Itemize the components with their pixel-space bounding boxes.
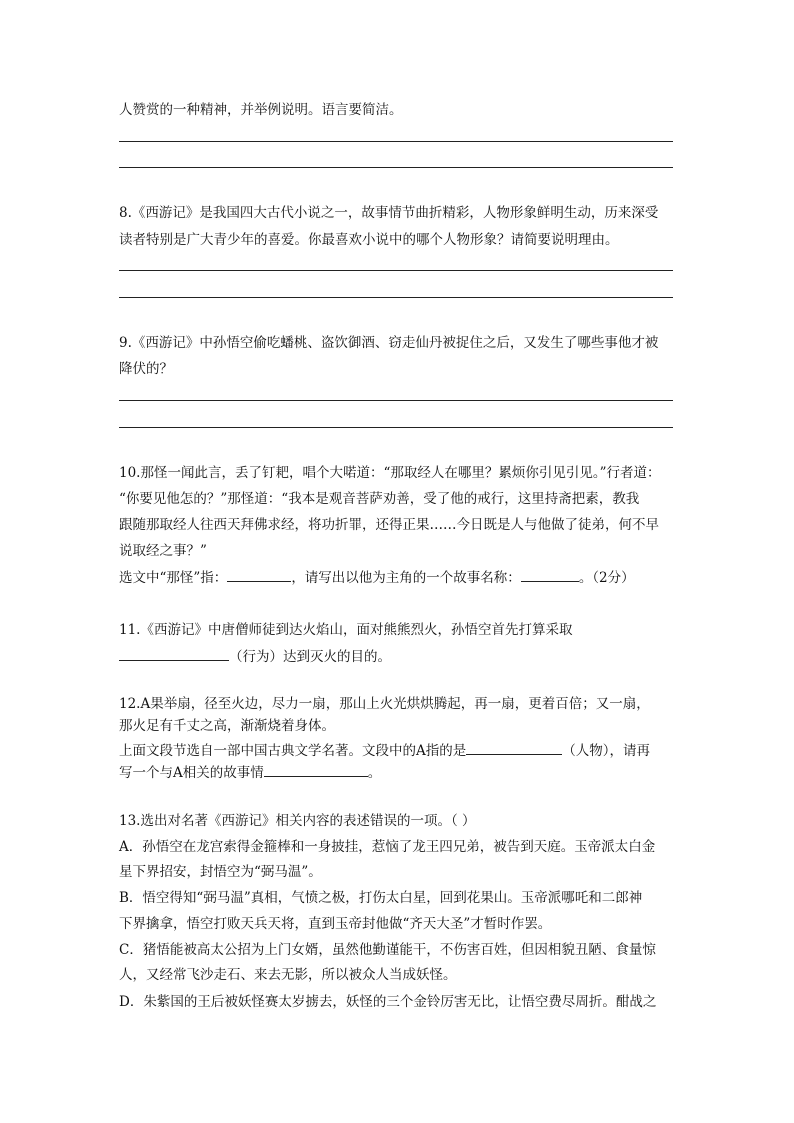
q12-text-line-2: 那火足有千丈之高，渐渐烧着身体。 — [119, 718, 335, 734]
q11-text-line-1: 11.《西游记》中唐僧师徒到达火焰山，面对熊熊烈火，孙悟空首先打算采取 — [119, 622, 573, 638]
q13-option-a-line-1[interactable]: A．孙悟空在龙宫索得金箍棒和一身披挂，惹恼了龙王四兄弟，被告到天庭。玉帝派太白金 — [119, 839, 656, 855]
q8-answer-line-1[interactable] — [119, 270, 673, 271]
q10-text-line-1: 10.那怪一闻此言，丢了钉耙，唱个大喏道：“那取经人在哪里？累烦你引见引见。”行者道： — [119, 465, 661, 481]
q10-blank-2[interactable] — [521, 567, 579, 582]
q10-text-line-4: 说取经之事？” — [119, 543, 207, 559]
q10-question-line — [119, 567, 635, 587]
q13-option-c-line-1[interactable]: C．猪悟能被高太公招为上门女婿，虽然他勤谨能干，不伤害百姓，但因相貌丑陋、食量惊 — [119, 942, 656, 958]
q7-answer-line-2[interactable] — [119, 167, 673, 168]
q8-text-line-1: 8.《西游记》是我国四大古代小说之一，故事情节曲折精彩，人物形象鲜明生动，历来深受 — [119, 205, 659, 221]
q10-text-line-3: 跟随那取经人往西天拜佛求经，将功折罪，还得正果……今日既是人与他做了徒弟，何不早 — [119, 517, 659, 533]
q10-blank-1[interactable] — [227, 567, 291, 582]
q10-question-part-b: ，请写出以他为主角的一个故事名称： — [291, 570, 521, 586]
q12-line3-part-b: （人物），请再 — [562, 743, 650, 759]
q11-blank[interactable] — [119, 646, 229, 661]
q9-text-line-1: 9.《西游记》中孙悟空偷吃蟠桃、盗饮御酒、窃走仙丹被捉住之后，又发生了哪些事他才被 — [119, 335, 659, 351]
q11-text-line-2 — [119, 646, 391, 666]
q13-option-a-line-2[interactable]: 星下界招安，封悟空为“弼马温”。 — [119, 864, 322, 880]
q11-text-tail: （行为）达到灭火的目的。 — [229, 649, 391, 665]
q13-option-b-line-1[interactable]: B．悟空得知“弼马温”真相，气愤之极，打伤太白星，回到花果山。玉帝派哪吒和二郎神 — [119, 890, 643, 906]
q12-text-line-4 — [119, 762, 381, 782]
q12-text-line-1: 12.A果举扇，径至火边，尽力一扇，那山上火光烘烘腾起，再一扇，更着百倍；又一扇， — [119, 696, 650, 712]
q12-line4-part-b: 。 — [367, 765, 382, 781]
q10-question-part-c: 。（2分） — [578, 570, 635, 586]
q13-stem: 13.选出对名著《西游记》相关内容的表述错误的一项。（ ） — [119, 813, 476, 829]
q7-answer-line-1[interactable] — [119, 141, 673, 142]
q13-option-d-line-1[interactable]: D．朱紫国的王后被妖怪赛太岁掳去，妖怪的三个金铃厉害无比，让悟空费尽周折。酣战之 — [119, 994, 657, 1010]
q7-tail-text: 人赞赏的一种精神，并举例说明。语言要简洁。 — [119, 102, 403, 118]
q13-option-b-line-2[interactable]: 下界擒拿，悟空打败天兵天将，直到玉帝封他做“齐天大圣”才暂时作罢。 — [119, 916, 552, 932]
q8-text-line-2: 读者特别是广大青少年的喜爱。你最喜欢小说中的哪个人物形象？请简要说明理由。 — [119, 232, 619, 248]
q9-text-line-2: 降伏的？ — [119, 361, 173, 377]
q12-text-line-3 — [119, 740, 650, 760]
q10-text-line-2: “你要见他怎的？”那怪道：“我本是观音菩萨劝善，受了他的戒行，这里持斋把素，教我 — [119, 491, 640, 507]
q8-answer-line-2[interactable] — [119, 297, 673, 298]
q12-line4-part-a: 写一个与A相关的故事情 — [119, 765, 264, 781]
q12-line3-part-a: 上面文段节选自一部中国古典文学名著。文段中的A指的是 — [119, 743, 467, 759]
q9-answer-line-1[interactable] — [119, 400, 673, 401]
q9-answer-line-2[interactable] — [119, 427, 673, 428]
q12-blank-1[interactable] — [466, 740, 562, 755]
q13-option-c-line-2[interactable]: 人，又经常飞沙走石、来去无影，所以被众人当成妖怪。 — [119, 967, 457, 983]
q10-question-part-a: 选文中“那怪”指： — [119, 570, 228, 586]
q12-blank-2[interactable] — [264, 762, 368, 777]
